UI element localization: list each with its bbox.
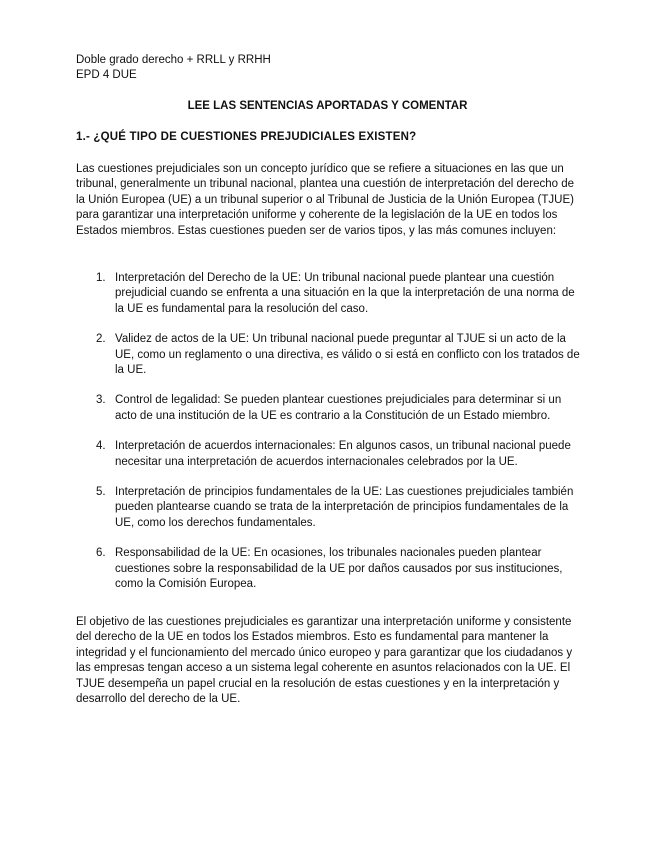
list-item [76,485,580,531]
list-item-number: 2. [96,333,106,346]
intro-paragraph: Las cuestiones prejudiciales son un concepto jurídico que se refiere a situaciones en las que un tribunal, generalmente un tribunal nacional, plantea una cuestión de interpretación del derecho de la Unión Europea (UE) a un tribunal superior o al Tribunal de Justicia de la Unión Europea (TJUE) para garantizar una interpretación uniforme y coherente de la legislación de la UE en todos los Estados miembros. Estas cuestiones pueden ser de varios tipos, y las más comunes incluyen: [76,163,575,237]
list-item-number: 6. [96,547,106,560]
list-item-text: Control de legalidad: Se pueden plantear cuestiones prejudiciales para determinar si un acto de una institución de la UE es contrario a la Constitución de un Estado miembro. [115,394,562,422]
list-item-number: 1. [96,272,106,284]
list-item-text: Responsabilidad de la UE: En ocasiones, los tribunales nacionales pueden plantear cuestiones sobre la responsabilidad de la UE por daños causados por sus instituciones, como la Comisión Europea. [115,547,563,591]
list-item-text: Interpretación del Derecho de la UE: Un tribunal nacional puede plantear una cuestión prejudicial cuando se enfrenta a una situación en la que la interpretación de una norma de la UE es fundamental para la resolución del caso. [115,272,575,315]
list-item [76,332,580,378]
list-item [76,393,580,424]
list-item-text: Validez de actos de la UE: Un tribunal nacional puede preguntar al TJUE si un acto de la UE, como un reglamento o una directiva, es válido o si está en conflicto con los tratados de la UE. [115,333,580,377]
list-item-text: Interpretación de acuerdos internacionales: En algunos casos, un tribunal nacional puede necesitar una interpretación de acuerdos internacionales celebrados por la UE. [115,440,571,468]
document-title: LEE LAS SENTENCIAS APORTADAS Y COMENTAR [187,100,468,112]
list-item-number: 5. [96,486,106,499]
list-item-number: 3. [96,394,106,407]
header-course: EPD 4 DUE [76,69,137,81]
conclusion-paragraph: El objetivo de las cuestiones prejudiciales es garantizar una interpretación uniforme y consistente del derecho de la UE en todos los Estados miembros. Esto es fundamental para mantener la integridad y el funcionamiento del mercado único europeo y para garantizar que los ciudadanos y las empresas tengan acceso a un sistema legal coherente en asuntos relacionados con la UE. El TJUE desempeña un papel crucial en la resolución de estas cuestiones y en la interpretación y desarrollo del derecho de la UE. [76,616,573,706]
list-item [76,546,580,592]
header-degree: Doble grado derecho + RRLL y RRHH [76,54,271,66]
section-heading: 1.- ¿QUÉ TIPO DE CUESTIONES PREJUDICIALES EXISTEN? [76,131,417,143]
types-list [76,271,580,608]
document-header [76,53,271,83]
list-item [76,271,580,317]
list-item-text: Interpretación de principios fundamentales de la UE: Las cuestiones prejudiciales también pueden plantearse cuando se trata de la interpretación de principios fundamentales de la UE, como los derechos fundamentales. [115,486,574,529]
list-item [76,439,580,470]
list-item-number: 4. [96,440,106,453]
